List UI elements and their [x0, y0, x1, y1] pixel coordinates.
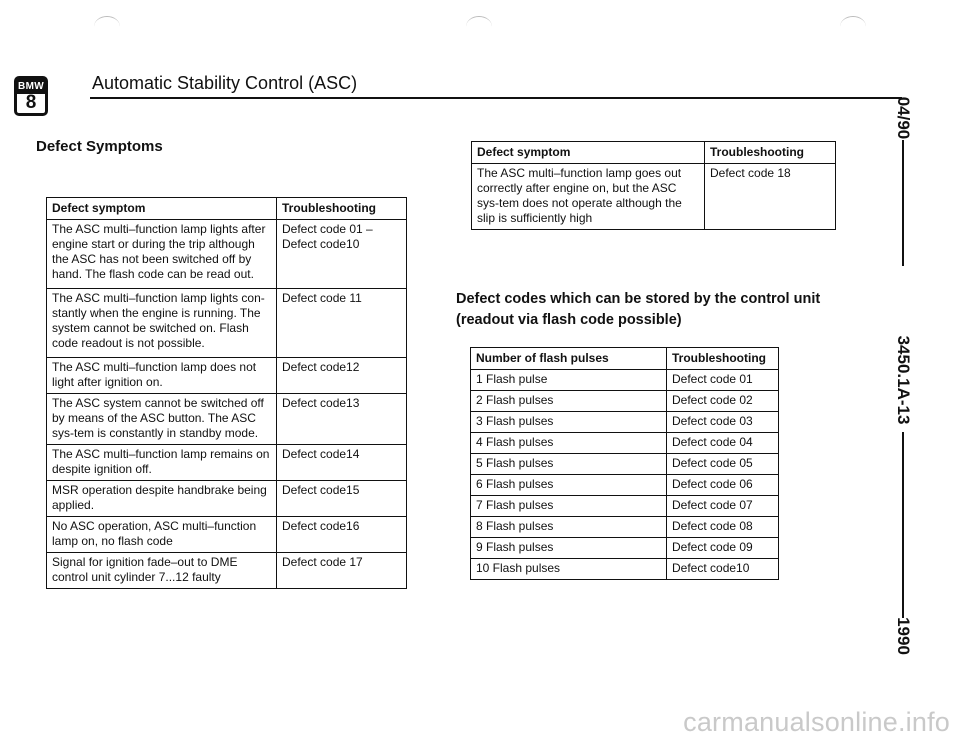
column-header-defect-symptom: Defect symptom — [47, 198, 277, 220]
defect-code-cell: Defect code 03 — [667, 412, 779, 433]
logo-brand-text: BMW — [18, 81, 44, 92]
defect-code-cell: Defect code 06 — [667, 475, 779, 496]
flash-pulse-count-cell: 3 Flash pulses — [471, 412, 667, 433]
flash-pulse-count-cell: 8 Flash pulses — [471, 517, 667, 538]
column-header-troubleshooting: Troubleshooting — [277, 198, 407, 220]
flash-pulse-count-cell: 2 Flash pulses — [471, 391, 667, 412]
troubleshooting-cell: Defect code16 — [277, 517, 407, 553]
defect-codes-heading-line: Defect codes which can be stored by the control unit — [456, 291, 821, 307]
watermark-text: carmanualsonline.info — [683, 707, 950, 737]
table-header-row — [472, 142, 836, 164]
troubleshooting-cell: Defect code 01 – Defect code10 — [277, 220, 407, 289]
table-row — [47, 394, 407, 445]
column-header-troubleshooting: Troubleshooting — [667, 348, 779, 370]
defect-symptom-cell: The ASC system cannot be switched off by means of the ASC button. The ASC sys-tem is constantly in standby mode. — [47, 394, 277, 445]
defect-code-cell: Defect code 09 — [667, 538, 779, 559]
defect-code-cell: Defect code 02 — [667, 391, 779, 412]
troubleshooting-cell: Defect code14 — [277, 445, 407, 481]
flash-pulse-count-cell: 5 Flash pulses — [471, 454, 667, 475]
table-row — [471, 454, 779, 475]
table-row — [471, 538, 779, 559]
table-header-row — [47, 198, 407, 220]
flash-pulse-count-cell: 9 Flash pulses — [471, 538, 667, 559]
troubleshooting-cell: Defect code 17 — [277, 553, 407, 589]
defect-code-cell: Defect code 05 — [667, 454, 779, 475]
troubleshooting-cell: Defect code 11 — [277, 289, 407, 358]
scan-mark — [94, 16, 120, 37]
column-header-defect-symptom: Defect symptom — [472, 142, 705, 164]
defect-code-cell: Defect code 04 — [667, 433, 779, 454]
defect-symptom-cell: The ASC multi–function lamp remains on despite ignition off. — [47, 445, 277, 481]
flash-pulse-count-cell: 1 Flash pulse — [471, 370, 667, 391]
defect-code-cell: Defect code10 — [667, 559, 779, 580]
margin-divider — [902, 140, 904, 266]
defect-symptom-cell: Signal for ignition fade–out to DME control unit cylinder 7...12 faulty — [47, 553, 277, 589]
defect-code-cell: Defect code 07 — [667, 496, 779, 517]
table-row — [472, 164, 836, 230]
table-row — [471, 370, 779, 391]
flash-pulse-count-cell: 7 Flash pulses — [471, 496, 667, 517]
logo-series-number: 8 — [25, 92, 37, 113]
troubleshooting-cell: Defect code15 — [277, 481, 407, 517]
column-header-troubleshooting: Troubleshooting — [705, 142, 836, 164]
table-row — [471, 496, 779, 517]
defect-codes-heading-line: (readout via flash code possible) — [456, 312, 682, 328]
column-header-number-of-flash-pulses: Number of flash pulses — [471, 348, 667, 370]
defect-symptom-cell: MSR operation despite handbrake being applied. — [47, 481, 277, 517]
troubleshooting-cell: Defect code12 — [277, 358, 407, 394]
troubleshooting-cell: Defect code13 — [277, 394, 407, 445]
table-row — [47, 517, 407, 553]
defect-code-cell: Defect code 01 — [667, 370, 779, 391]
table-row — [471, 391, 779, 412]
defect-codes-heading — [456, 289, 876, 331]
defect-code-cell: Defect code 08 — [667, 517, 779, 538]
margin-divider — [902, 432, 904, 618]
page-header-title: Automatic Stability Control (ASC) — [92, 73, 358, 93]
section-title: Defect Symptoms — [36, 138, 163, 155]
table-row — [47, 220, 407, 289]
defect-symptom-cell: The ASC multi–function lamp goes out correctly after engine on, but the ASC sys-tem does not operate although the slip is sufficiently high — [472, 164, 705, 230]
flash-pulse-count-cell: 6 Flash pulses — [471, 475, 667, 496]
scan-mark — [840, 16, 866, 37]
troubleshooting-cell: Defect code 18 — [705, 164, 836, 230]
table-row — [47, 481, 407, 517]
table-row — [471, 559, 779, 580]
defect-symptom-cell: The ASC multi–function lamp lights con-stantly when the engine is running. The system cannot be switched on. Flash code readout is not possible. — [47, 289, 277, 358]
table-row — [47, 289, 407, 358]
table-row — [471, 412, 779, 433]
margin-page-number: 3450.1A-13 — [894, 335, 913, 425]
flash-pulse-count-cell: 10 Flash pulses — [471, 559, 667, 580]
table-row — [471, 475, 779, 496]
defect-symptom-cell: The ASC multi–function lamp lights after engine start or during the trip although the ASC has not been switched off by hand. The flash code can be read out. — [47, 220, 277, 289]
defect-symptom-cell: No ASC operation, ASC multi–function lamp on, no flash code — [47, 517, 277, 553]
defect-symptom-cell: The ASC multi–function lamp does not light after ignition on. — [47, 358, 277, 394]
table-row — [47, 553, 407, 589]
header-divider — [90, 97, 902, 99]
flash-pulses-table — [470, 347, 779, 580]
scan-mark — [466, 16, 492, 37]
bmw-8-logo — [14, 76, 48, 116]
table-row — [47, 358, 407, 394]
table-header-row — [471, 348, 779, 370]
defect-symptoms-table — [46, 197, 407, 589]
table-row — [47, 445, 407, 481]
defect-symptom-table-continued — [471, 141, 836, 230]
margin-date: 04/90 — [894, 96, 913, 140]
table-row — [471, 517, 779, 538]
table-row — [471, 433, 779, 454]
margin-year: 1990 — [894, 617, 913, 655]
flash-pulse-count-cell: 4 Flash pulses — [471, 433, 667, 454]
